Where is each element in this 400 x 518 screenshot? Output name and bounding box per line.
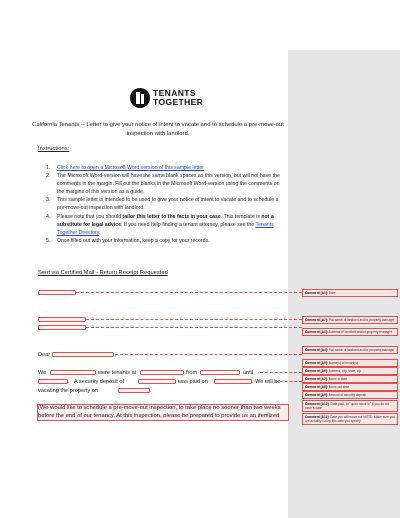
were-tenants-text: were tenants at <box>98 370 137 376</box>
comment-a5[interactable]: Comment [A5]: Name(s) of tenant(s) <box>302 359 398 367</box>
instruction-item: 3. This sample letter is intended to be used to give your notice of intent to vacate and to schedule a pre-move-out inspection with landlord. <box>46 197 279 212</box>
until-text: until <box>243 370 254 376</box>
tenant-names-blank[interactable] <box>50 370 96 375</box>
word-version-link[interactable]: Click here to open a Microsoft Word version of this sample letter <box>57 165 204 171</box>
comment-connector <box>260 372 302 373</box>
comment-a9[interactable]: Comment [A9]: Amount of security deposit <box>302 391 398 399</box>
we-text: We <box>38 370 47 376</box>
inspection-paragraph: (We would like to schedule a pre-move-out inspection, to take place no sooner than two weeks before the end of our tenancy. At this inspection, please be prepared to provide us an itemized <box>38 405 281 420</box>
instruction-item: 4. Please note that you should tailor this letter to the facts in your case. This template is not a substitute for legal advice. If you need help finding a tenant attorney, please see the Tenants Together Directory. <box>46 213 274 236</box>
comment-a7[interactable]: Comment [A7]: Move-in date <box>302 375 398 383</box>
comment-connector <box>115 354 302 355</box>
vacating-text: vacating the property on <box>38 388 99 394</box>
comment-a4[interactable]: Comment [A4]: Full name of landlord and/or property manager <box>302 346 398 354</box>
logo-icon <box>130 88 150 108</box>
deposit-amount-blank[interactable] <box>138 379 176 384</box>
was-paid-text: was paid on <box>178 379 208 385</box>
instruction-item: 2. The Microsoft Word-version will have the same blank spaces as this version, but will not have the comments in the margin. Fill out the blanks in the Microsoft Word-version using the comments on the margins of this version as a guide. <box>46 173 280 196</box>
date-blank[interactable] <box>38 290 76 295</box>
comment-connector <box>86 327 302 328</box>
period-2: . <box>150 388 152 394</box>
move-in-blank[interactable] <box>200 370 240 375</box>
move-out-blank[interactable] <box>38 379 68 384</box>
comment-a11[interactable]: Comment [A11]: Date you will move out NOTE: Make sure you are actually out by this date you specify <box>302 413 398 425</box>
comment-connector <box>275 381 302 382</box>
tenants-together-logo <box>130 86 203 110</box>
dear-text: Dear <box>38 352 51 358</box>
letter-title: California Tenants -- Letter to give your notice of intent to vacate and to schedule a pre-move-out inspection with landlord. <box>32 122 284 137</box>
instruction-item: 5. Once filled out with your information, keep a copy for your records. <box>46 237 210 244</box>
comment-connector <box>76 292 302 293</box>
comment-a1[interactable]: Comment [A1]: Date <box>302 289 398 297</box>
landlord-name-blank[interactable] <box>38 317 86 322</box>
period-1: . <box>68 379 70 385</box>
directory-link[interactable]: Tenants Together Directory <box>57 221 274 236</box>
comment-margin <box>288 50 400 518</box>
landlord-address-blank[interactable] <box>38 325 86 330</box>
instructions-heading: Instructions: <box>38 146 70 152</box>
address-blank[interactable] <box>140 370 184 375</box>
dear-comma: , <box>115 352 117 358</box>
comment-a8[interactable]: Comment [A8]: Move-out date <box>302 383 398 391</box>
dear-name-blank[interactable] <box>52 352 114 357</box>
comment-a3[interactable]: Comment [A3]: Address of landlord and/or property manager <box>302 328 398 336</box>
logo-line-2: TOGETHER <box>153 97 204 107</box>
sent-via-line: Sent via Certified Mail - Return Receipt Requested <box>38 270 168 276</box>
we-will-text: . We will be <box>252 379 281 385</box>
comment-a2[interactable]: Comment [A2]: Full name of landlord and/or property manager <box>302 316 398 324</box>
date-paid-blank[interactable] <box>214 379 252 384</box>
logo-line-1: TENANTS <box>153 88 196 98</box>
comment-a10[interactable]: Comment [A10]: Date paid, or "upon move in" if you do not have a date <box>302 400 398 412</box>
comment-connector <box>86 319 302 320</box>
comment-a6[interactable]: Comment [A6]: Address, city, state, zip <box>302 367 398 375</box>
vacate-date-blank[interactable] <box>118 388 150 393</box>
instruction-item: 1. Click here to open a Microsoft Word version of this sample letter <box>46 165 204 171</box>
from-text: from <box>186 370 198 376</box>
instructions-list <box>46 164 282 245</box>
security-deposit-text: A security deposit of <box>74 379 125 385</box>
